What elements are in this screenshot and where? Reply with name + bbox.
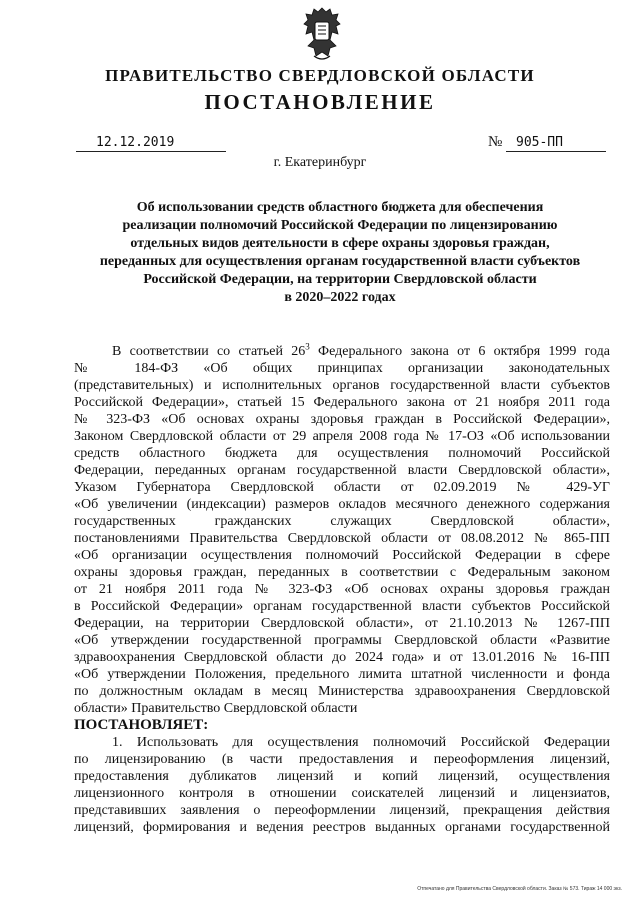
- document-body: [74, 343, 610, 836]
- document-city: г. Екатеринбург: [273, 155, 367, 170]
- body-line: здравоохранения Свердловской области до 2024 года» и от 13.01.2016 № 16-ПП: [74, 650, 610, 665]
- body-line: от 21 ноября 2011 года № 323-ФЗ «Об основах охраны здоровья граждан: [74, 582, 610, 597]
- document-type: ПОСТАНОВЛЕНИЕ: [204, 90, 436, 114]
- print-footer: Отпечатано для Правительства Свердловской области. Заказ № 573. Тираж 14 000 экз.: [417, 886, 622, 892]
- document-title: [70, 199, 610, 307]
- item-line: по лицензированию (в части предоставления и переоформления лицензий,: [74, 752, 610, 767]
- title-line: Российской Федерации, на территории Свердловской области: [143, 272, 537, 287]
- decree-heading: ПОСТАНОВЛЯЕТ:: [74, 717, 209, 733]
- item-line: 1. Использовать для осуществления полномочий Российской Федерации: [112, 735, 610, 750]
- organization-name: ПРАВИТЕЛЬСТВО СВЕРДЛОВСКОЙ ОБЛАСТИ: [105, 66, 535, 85]
- body-line: (представительных) и исполнительных органов государственной власти субъектов: [74, 378, 610, 393]
- body-line: № 323-ФЗ «Об основах охраны здоровья граждан в Российской Федерации»,: [74, 412, 610, 427]
- body-line: Российской Федерации», статьей 15 Федерального закона от 21 ноября 2011 года: [74, 395, 610, 410]
- body-line: в Российской Федерации» органам государственной власти субъектов Российской: [74, 599, 610, 614]
- title-line: в 2020–2022 годах: [284, 290, 396, 305]
- title-line: отдельных видов деятельности в сфере охраны здоровья граждан,: [130, 236, 550, 251]
- body-line: «Об организации осуществления полномочий Российской Федерации в сфере: [74, 548, 610, 563]
- number-label: №: [488, 134, 503, 150]
- title-line: Об использовании средств областного бюджета для обеспечения: [136, 200, 544, 215]
- document-date: 12.12.2019: [76, 135, 226, 152]
- body-line: области» Правительство Свердловской области: [74, 701, 358, 716]
- body-line: по должностным окладам в месяц Министерства здравоохранения Свердловской: [74, 684, 610, 699]
- item-line: предоставления дубликатов лицензий и копий лицензий, осуществления: [74, 769, 610, 784]
- body-line: «Об увеличении (индексации) размеров окладов месячного денежного содержания: [74, 497, 610, 512]
- body-line: охраны здоровья граждан, переданных в соответствии с Федеральным законом: [74, 565, 610, 580]
- body-line: постановлениями Правительства Свердловской области от 08.08.2012 № 865-ПП: [74, 531, 610, 546]
- body-line: государственных гражданских служащих Свердловской области»,: [74, 514, 610, 529]
- item-line: лицензий, формирования и ведения реестров выданных органами государственной: [74, 820, 610, 835]
- item-line: представивших заявления о переоформлении лицензий, прекращения действия: [74, 803, 610, 818]
- body-line: «Об утверждении Положения, предельного лимита штатной численности и фонда: [74, 667, 610, 682]
- body-line: № 184-ФЗ «Об общих принципах организации законодательных: [74, 361, 610, 376]
- title-line: реализации полномочий Российской Федерации по лицензированию: [122, 218, 558, 233]
- body-line: средств областного бюджета для осуществления полномочий Российской: [74, 446, 610, 461]
- body-line: В соответствии со статьей $26^3$ Федерального закона от 6 октября 1999 года: [112, 341, 610, 359]
- title-line: переданных для осуществления органам государственной власти субъектов: [99, 254, 581, 269]
- item-line: лицензионного контроля в отношении соискателей лицензий и лицензиатов,: [74, 786, 610, 801]
- body-line: Законом Свердловской области от 29 апреля 2008 года № 17-ОЗ «Об использовании: [74, 429, 610, 444]
- document-number: 905-ПП: [506, 135, 606, 152]
- coat-of-arms-icon: [300, 6, 344, 62]
- body-line: Федерации, переданных органам государственной власти Свердловской области»,: [74, 463, 610, 478]
- body-line: Федерации, на территории Свердловской области», от 21.10.2013 № 1267-ПП: [74, 616, 610, 631]
- body-line: «Об утверждении государственной программы Свердловской области «Развитие: [74, 633, 610, 648]
- body-line: Указом Губернатора Свердловской области от 02.09.2019 № 429-УГ: [74, 480, 610, 495]
